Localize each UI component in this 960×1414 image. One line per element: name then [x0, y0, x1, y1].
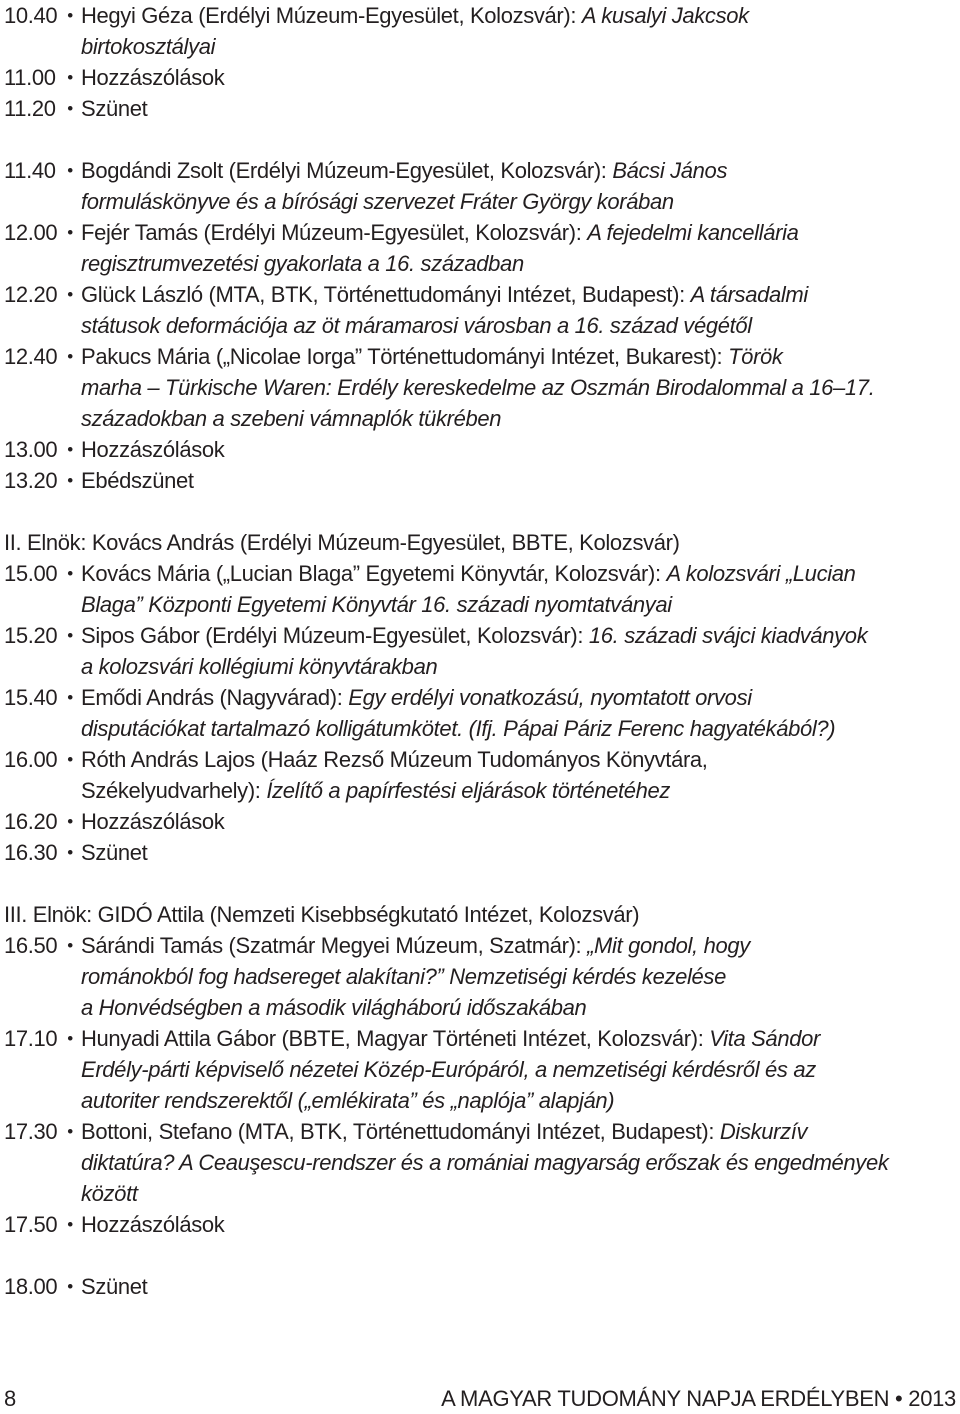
entry-speaker-text: Pakucs Mária („Nicolae Iorga” Történettudományi Intézet, Bukarest):	[81, 344, 729, 369]
entry-line	[81, 0, 954, 31]
entry-title-text: A kusalyi Jakcsok	[581, 3, 749, 28]
entry-body	[81, 930, 954, 1023]
session-heading: III. Elnök: GIDÓ Attila (Nemzeti Kisebbségkutató Intézet, Kolozsvár)	[4, 902, 640, 927]
entry-body	[81, 279, 954, 341]
entry-line	[81, 1178, 954, 1209]
entry-time: 15.40	[4, 685, 58, 710]
entry-time: 10.40	[4, 3, 58, 28]
entry-body	[81, 217, 954, 279]
entry-body	[81, 465, 954, 496]
entry-line	[81, 744, 954, 775]
entry-time: 15.00	[4, 561, 58, 586]
entry-body	[81, 1116, 954, 1209]
entry-title-text: diktatúra? A Ceauşescu-rendszer és a romániai magyarság erőszak és engedmények	[81, 1150, 889, 1175]
entry-line	[81, 186, 954, 217]
entry-line	[81, 1147, 954, 1178]
entry-line	[81, 1209, 954, 1240]
entry-line	[81, 713, 954, 744]
entry-title-text: formuláskönyve és a bírósági szervezet Fráter György korában	[81, 189, 674, 214]
session-heading: II. Elnök: Kovács András (Erdélyi Múzeum-Egyesület, BBTE, Kolozsvár)	[4, 530, 680, 555]
entry-body	[81, 620, 954, 682]
bullet-icon: •	[67, 285, 73, 304]
entry-speaker-text: Ebédszünet	[81, 468, 194, 493]
entry-line	[81, 217, 954, 248]
entry-time: 17.50	[4, 1212, 58, 1237]
entry-line	[81, 1054, 954, 1085]
entry-time: 11.20	[4, 96, 56, 121]
entry-title-text: a kolozsvári kollégiumi könyvtárakban	[81, 654, 438, 679]
entry-time: 16.50	[4, 933, 58, 958]
entry-line	[81, 589, 954, 620]
entry-speaker-text: Hegyi Géza (Erdélyi Múzeum-Egyesület, Kolozsvár):	[81, 3, 582, 28]
program-entry	[4, 930, 954, 1023]
entry-line	[81, 155, 954, 186]
entry-title-text: Vita Sándor	[709, 1026, 820, 1051]
entry-body	[81, 0, 954, 62]
entry-speaker-text: Hunyadi Attila Gábor (BBTE, Magyar Történeti Intézet, Kolozsvár):	[81, 1026, 710, 1051]
entry-title-text: regisztrumvezetési gyakorlata a 16. században	[81, 251, 524, 276]
entry-title-text: románokból fog hadsereget alakítani?” Nemzetiségi kérdés kezelése	[81, 964, 726, 989]
section-gap	[4, 124, 954, 155]
section-gap	[4, 868, 954, 899]
bullet-icon: •	[67, 750, 73, 769]
entry-body	[81, 1209, 954, 1240]
entry-speaker-text: Szünet	[81, 840, 148, 865]
entry-time: 17.10	[4, 1026, 58, 1051]
entry-title-text: státusok deformációja az öt máramarosi városban a 16. század végétől	[81, 313, 752, 338]
entry-line	[81, 620, 954, 651]
entry-body	[81, 93, 954, 124]
bullet-icon: •	[67, 626, 73, 645]
entry-line	[81, 961, 954, 992]
entry-time: 16.00	[4, 747, 58, 772]
entry-title-text: birtokosztályai	[81, 34, 216, 59]
entry-title-text: disputációkat tartalmazó kolligátumkötet. (Ifj. Pápai Páriz Ferenc hagyatékából?)	[81, 716, 836, 741]
entry-title-text: Blaga” Központi Egyetemi Könyvtár 16. századi nyomtatványai	[81, 592, 672, 617]
entry-line	[81, 310, 954, 341]
entry-body	[81, 806, 954, 837]
entry-title-text: A kolozsvári „Lucian	[666, 561, 856, 586]
section-gap	[4, 496, 954, 527]
entry-line	[81, 93, 954, 124]
program-entry	[4, 1271, 954, 1302]
entry-body	[81, 1023, 954, 1116]
entry-time: 13.20	[4, 468, 58, 493]
entry-line	[81, 1116, 954, 1147]
entry-line	[81, 1271, 954, 1302]
entry-line	[81, 837, 954, 868]
entry-title-text: Erdély-párti képviselő nézetei Közép-Európáról, a nemzetiségi kérdésről és az	[81, 1057, 816, 1082]
program-entry	[4, 279, 954, 341]
entry-time: 12.00	[4, 220, 58, 245]
entry-speaker-text: Szünet	[81, 1274, 148, 1299]
entry-time: 17.30	[4, 1119, 58, 1144]
entry-line	[81, 31, 954, 62]
entry-body	[81, 434, 954, 465]
running-head: A MAGYAR TUDOMÁNY NAPJA ERDÉLYBEN • 2013	[441, 1386, 956, 1411]
entry-line	[81, 62, 954, 93]
entry-speaker-text: Hozzászólások	[81, 65, 225, 90]
entry-body	[81, 558, 954, 620]
entry-title-text: között	[81, 1181, 138, 1206]
entry-body	[81, 62, 954, 93]
entry-time: 11.40	[4, 158, 56, 183]
entry-line	[81, 930, 954, 961]
entry-title-text: századokban a szebeni vámnaplók tükrében	[81, 406, 502, 431]
entry-line	[81, 651, 954, 682]
section-gap	[4, 1240, 954, 1271]
entry-speaker-text: Emődi András (Nagyvárad):	[81, 685, 349, 710]
entry-title-text: Török	[728, 344, 783, 369]
program-entry	[4, 806, 954, 837]
entry-body	[81, 341, 954, 434]
entry-title-text: 16. századi svájci kiadványok	[588, 623, 868, 648]
entry-time: 18.00	[4, 1274, 58, 1299]
bullet-icon: •	[67, 1029, 73, 1048]
program-document	[4, 0, 954, 1302]
entry-time: 15.20	[4, 623, 58, 648]
entry-time: 11.00	[4, 65, 56, 90]
entry-speaker-text: Sipos Gábor (Erdélyi Múzeum-Egyesület, Kolozsvár):	[81, 623, 589, 648]
entry-title-text: A társadalmi	[690, 282, 808, 307]
entry-line	[81, 558, 954, 589]
program-entry	[4, 620, 954, 682]
entry-speaker-text: Szünet	[81, 96, 148, 121]
program-entry	[4, 155, 954, 217]
entry-speaker-text: Hozzászólások	[81, 809, 225, 834]
program-entry	[4, 558, 954, 620]
bullet-icon: •	[67, 1215, 73, 1234]
bullet-icon: •	[67, 223, 73, 242]
bullet-icon: •	[67, 471, 73, 490]
bullet-icon: •	[67, 1122, 73, 1141]
entry-speaker-text: Bogdándi Zsolt (Erdélyi Múzeum-Egyesület, Kolozsvár):	[81, 158, 613, 183]
program-entry	[4, 1023, 954, 1116]
bullet-icon: •	[67, 843, 73, 862]
program-entry	[4, 62, 954, 93]
bullet-icon: •	[67, 6, 73, 25]
entry-title-text: Ízelítő a papírfestési eljárások történetéhez	[266, 778, 671, 803]
entry-line	[81, 279, 954, 310]
program-entry	[4, 682, 954, 744]
program-entry	[4, 744, 954, 806]
program-entry	[4, 0, 954, 62]
bullet-icon: •	[67, 1277, 73, 1296]
entry-line	[81, 403, 954, 434]
entry-title-text: a Honvédségben a második világháború időszakában	[81, 995, 587, 1020]
entry-title-text: „Mit gondol, hogy	[587, 933, 750, 958]
entry-line	[81, 465, 954, 496]
entry-title-text: Bácsi János	[612, 158, 728, 183]
program-entry	[4, 837, 954, 868]
entry-line	[81, 341, 954, 372]
bullet-icon: •	[67, 347, 73, 366]
entry-speaker-text: Székelyudvarhely):	[81, 778, 267, 803]
entry-title-text: marha – Türkische Waren: Erdély kereskedelme az Oszmán Birodalommal a 16–17.	[81, 375, 875, 400]
entry-speaker-text: Hozzászólások	[81, 1212, 225, 1237]
entry-speaker-text: Hozzászólások	[81, 437, 225, 462]
bullet-icon: •	[67, 161, 73, 180]
entry-time: 12.40	[4, 344, 58, 369]
entry-body	[81, 1271, 954, 1302]
entry-title-text: autoriter rendszerektől („emlékirata” és „naplója” alapján)	[81, 1088, 615, 1113]
entry-time: 16.20	[4, 809, 58, 834]
bullet-icon: •	[67, 99, 73, 118]
entry-speaker-text: Bottoni, Stefano (MTA, BTK, Történettudományi Intézet, Budapest):	[81, 1119, 720, 1144]
entry-line	[81, 992, 954, 1023]
entry-line	[81, 434, 954, 465]
entry-time: 12.20	[4, 282, 58, 307]
entry-line	[81, 775, 954, 806]
entry-body	[81, 682, 954, 744]
entry-speaker-text: Sárándi Tamás (Szatmár Megyei Múzeum, Szatmár):	[81, 933, 588, 958]
entry-time: 13.00	[4, 437, 58, 462]
program-entry	[4, 93, 954, 124]
bullet-icon: •	[67, 688, 73, 707]
program-entry	[4, 217, 954, 279]
program-entry	[4, 1116, 954, 1209]
page-number: 8	[4, 1386, 17, 1411]
bullet-icon: •	[67, 936, 73, 955]
bullet-icon: •	[67, 564, 73, 583]
entry-title-text: Egy erdélyi vonatkozású, nyomtatott orvosi	[348, 685, 752, 710]
bullet-icon: •	[67, 812, 73, 831]
entry-line	[81, 372, 954, 403]
entry-time: 16.30	[4, 840, 58, 865]
entry-body	[81, 744, 954, 806]
entry-speaker-text: Róth András Lajos (Haáz Rezső Múzeum Tudományos Könyvtára,	[81, 747, 708, 772]
entry-title-text: Diskurzív	[719, 1119, 808, 1144]
entry-title-text: A fejedelmi kancellária	[587, 220, 799, 245]
entry-body	[81, 837, 954, 868]
bullet-icon: •	[67, 68, 73, 87]
entry-speaker-text: Fejér Tamás (Erdélyi Múzeum-Egyesület, Kolozsvár):	[81, 220, 588, 245]
entry-line	[81, 1023, 954, 1054]
entry-line	[81, 248, 954, 279]
program-entry	[4, 434, 954, 465]
program-entry	[4, 1209, 954, 1240]
entry-line	[81, 806, 954, 837]
entry-line	[81, 1085, 954, 1116]
entry-speaker-text: Glück László (MTA, BTK, Történettudományi Intézet, Budapest):	[81, 282, 691, 307]
program-entry	[4, 341, 954, 434]
bullet-icon: •	[67, 440, 73, 459]
entry-line	[81, 682, 954, 713]
entry-speaker-text: Kovács Mária („Lucian Blaga” Egyetemi Könyvtár, Kolozsvár):	[81, 561, 667, 586]
program-entry	[4, 465, 954, 496]
entry-body	[81, 155, 954, 217]
